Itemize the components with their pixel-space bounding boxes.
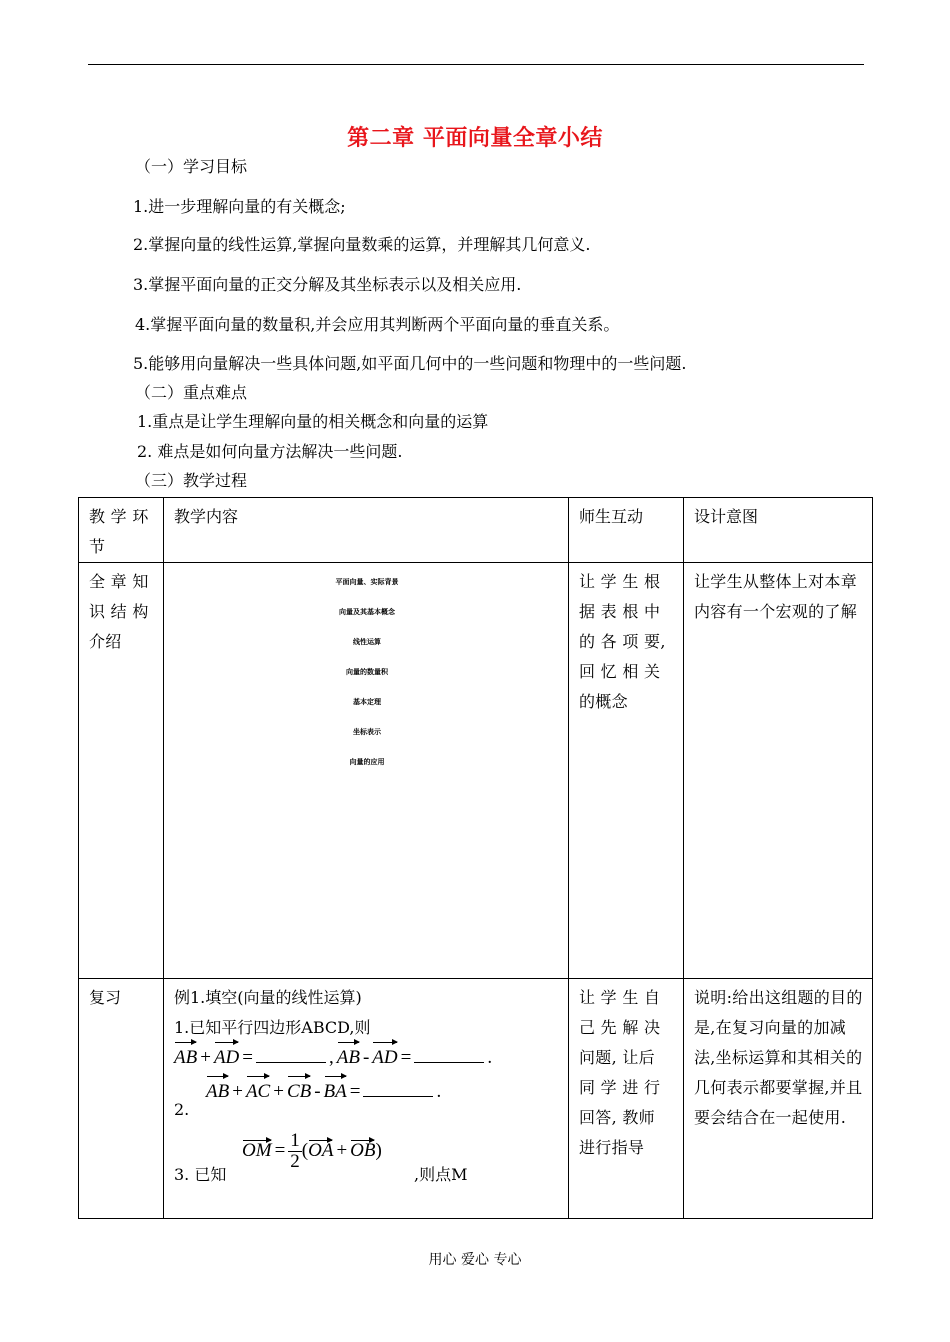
structure-list (164, 563, 569, 979)
section-heading-goals: （一）学习目标 (135, 157, 248, 176)
vector-cb: CB (287, 1077, 311, 1107)
interaction-structure: 让 学 生 根 据 表 根 中 的 各 项 要, 回 忆 相 关 的概念 (569, 563, 684, 979)
answer-blank (363, 1082, 433, 1097)
structure-item: 平面向量、实际背景 (335, 578, 399, 586)
stage-structure: 全 章 知 识 结 构 介绍 (79, 563, 164, 979)
lesson-table (78, 497, 873, 1219)
vector-ab: AB (174, 1043, 197, 1073)
vector-om: OM (242, 1139, 272, 1161)
header-interaction: 师生互动 (569, 498, 684, 563)
key-item-2: 2. 难点是如何向量方法解决一些问题. (137, 442, 403, 461)
question-3-formula: OM = $\frac{1}{2}$ (OA + OB) (242, 1130, 382, 1172)
vector-ad: AD (372, 1043, 397, 1073)
vector-oa: OA (308, 1139, 334, 1161)
structure-item: 向量的数量积 (346, 668, 388, 676)
vector-ob: OB (350, 1139, 376, 1161)
question-2-number: 2. (174, 1100, 190, 1119)
table-header-row (79, 498, 873, 563)
question-1-text: 1.已知平行四边形ABCD,则 (174, 1018, 371, 1037)
vector-ba: BA (324, 1077, 347, 1107)
review-content (164, 979, 569, 1219)
answer-blank (256, 1048, 326, 1063)
vector-ac: AC (246, 1077, 270, 1107)
structure-item: 坐标表示 (353, 728, 381, 736)
table-row (79, 563, 873, 979)
header-rule (88, 64, 864, 65)
question-2 (174, 1073, 560, 1125)
question-2-formula: AB + AC + CB - BA = . (206, 1077, 444, 1107)
question-3 (174, 1125, 560, 1189)
structure-item: 向量的应用 (349, 758, 385, 766)
intent-review: 说明:给出这组题的目的是,在复习向量的加减法,坐标运算和其相关的几何表示都要掌握,并且要会结合在一起使用. (684, 979, 873, 1219)
key-item-1: 1.重点是让学生理解向量的相关概念和向量的运算 (137, 412, 489, 431)
table-row (79, 979, 873, 1219)
question-1-formula: AB + AD = , AB - AD = . (174, 1043, 560, 1073)
structure-item: 向量及其基本概念 (339, 608, 395, 616)
page-title: 第二章 平面向量全章小结 (347, 126, 603, 151)
structure-item: 线性运算 (353, 638, 381, 646)
goal-item-3: 3.掌握平面向量的正交分解及其坐标表示以及相关应用. (133, 275, 522, 294)
question-3-prefix: 3. 已知 (174, 1165, 227, 1184)
goal-item-4: 4.掌握平面向量的数量积,并会应用其判断两个平面向量的垂直关系。 (135, 315, 620, 334)
interaction-review: 让 学 生 自 己 先 解 决 问题, 让后 同 学 进 行 回答, 教师 进行指导 (569, 979, 684, 1219)
intent-structure: 让学生从整体上对本章内容有一个宏观的了解 (684, 563, 873, 979)
question-3-suffix: ,则点M (414, 1165, 468, 1184)
structure-item: 基本定理 (353, 698, 381, 706)
goal-item-1: 1.进一步理解向量的有关概念; (133, 197, 346, 216)
goal-item-5: 5.能够用向量解决一些具体问题,如平面几何中的一些问题和物理中的一些问题. (133, 354, 687, 373)
header-content: 教学内容 (164, 498, 569, 563)
section-heading-process: （三）教学过程 (135, 471, 248, 490)
stage-review: 复习 (79, 979, 164, 1219)
answer-blank (414, 1048, 484, 1063)
page-footer: 用心 爱心 专心 (428, 1252, 522, 1268)
vector-ab: AB (337, 1043, 360, 1073)
vector-ab: AB (206, 1077, 229, 1107)
section-heading-keys: （二）重点难点 (135, 383, 248, 402)
header-stage: 教 学 环 节 (79, 498, 164, 563)
goal-item-2: 2.掌握向量的线性运算,掌握向量数乘的运算，并理解其几何意义. (133, 235, 591, 254)
header-intent: 设计意图 (684, 498, 873, 563)
example-title: 例1.填空(向量的线性运算) (174, 988, 362, 1007)
fraction-half: $\frac{1}{2}$ (290, 1130, 300, 1172)
vector-ad: AD (214, 1043, 239, 1073)
